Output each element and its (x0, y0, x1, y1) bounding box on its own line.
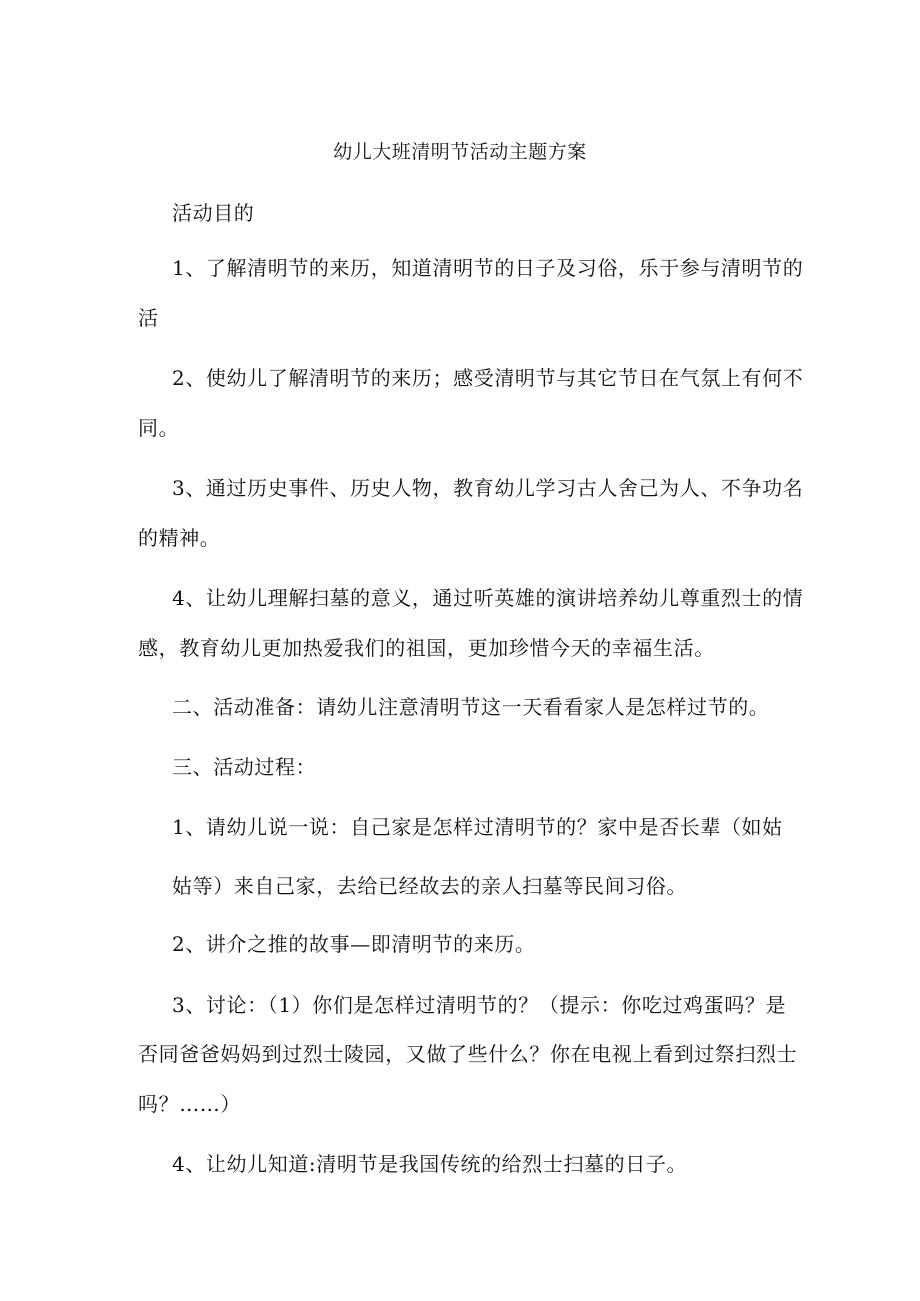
paragraph-line: 3、讨论：（1）你们是怎样过清明节的？（提示：你吃过鸡蛋吗？是 (172, 993, 787, 1017)
paragraph-line: 4、让幼儿理解扫墓的意义，通过听英雄的演讲培养幼儿尊重烈士的情 (172, 586, 804, 610)
paragraph-line: 吗？……） (138, 1092, 241, 1116)
paragraph-line: 3、通过历史事件、历史人物，教育幼儿学习古人舍己为人、不争功名 (172, 476, 804, 500)
paragraph-line: 2、讲介之推的故事—即清明节的来历。 (172, 932, 536, 956)
document-title: 幼儿大班清明节活动主题方案 (333, 141, 587, 163)
paragraph-line: 同。 (138, 416, 180, 440)
paragraph-line: 否同爸爸妈妈到过烈士陵园，又做了些什么？你在电视上看到过祭扫烈士 (138, 1042, 798, 1066)
paragraph-line: 1、了解清明节的来历，知道清明节的日子及习俗，乐于参与清明节的 (172, 256, 804, 280)
paragraph-line: 4、让幼儿知道:清明节是我国传统的给烈士扫墓的日子。 (172, 1152, 688, 1176)
section-heading-preparation: 二、活动准备：请幼儿注意清明节这一天看看家人是怎样过节的。 (172, 695, 770, 719)
paragraph-line: 感，教育幼儿更加热爱我们的祖国，更加珍惜今天的幸福生活。 (138, 636, 715, 660)
paragraph-line: 活 (138, 306, 159, 330)
paragraph-line: 2、使幼儿了解清明节的来历；感受清明节与其它节日在气氛上有何不 (172, 366, 804, 390)
section-heading-process: 三、活动过程： (172, 755, 317, 779)
paragraph-line: 的精神。 (138, 526, 221, 550)
paragraph-line: 姑等）来自己家，去给已经故去的亲人扫墓等民间习俗。 (172, 874, 687, 898)
paragraph-line: 1、请幼儿说一说：自己家是怎样过清明节的？家中是否长辈（如姑 (172, 815, 783, 839)
section-heading-purpose: 活动目的 (172, 201, 255, 225)
